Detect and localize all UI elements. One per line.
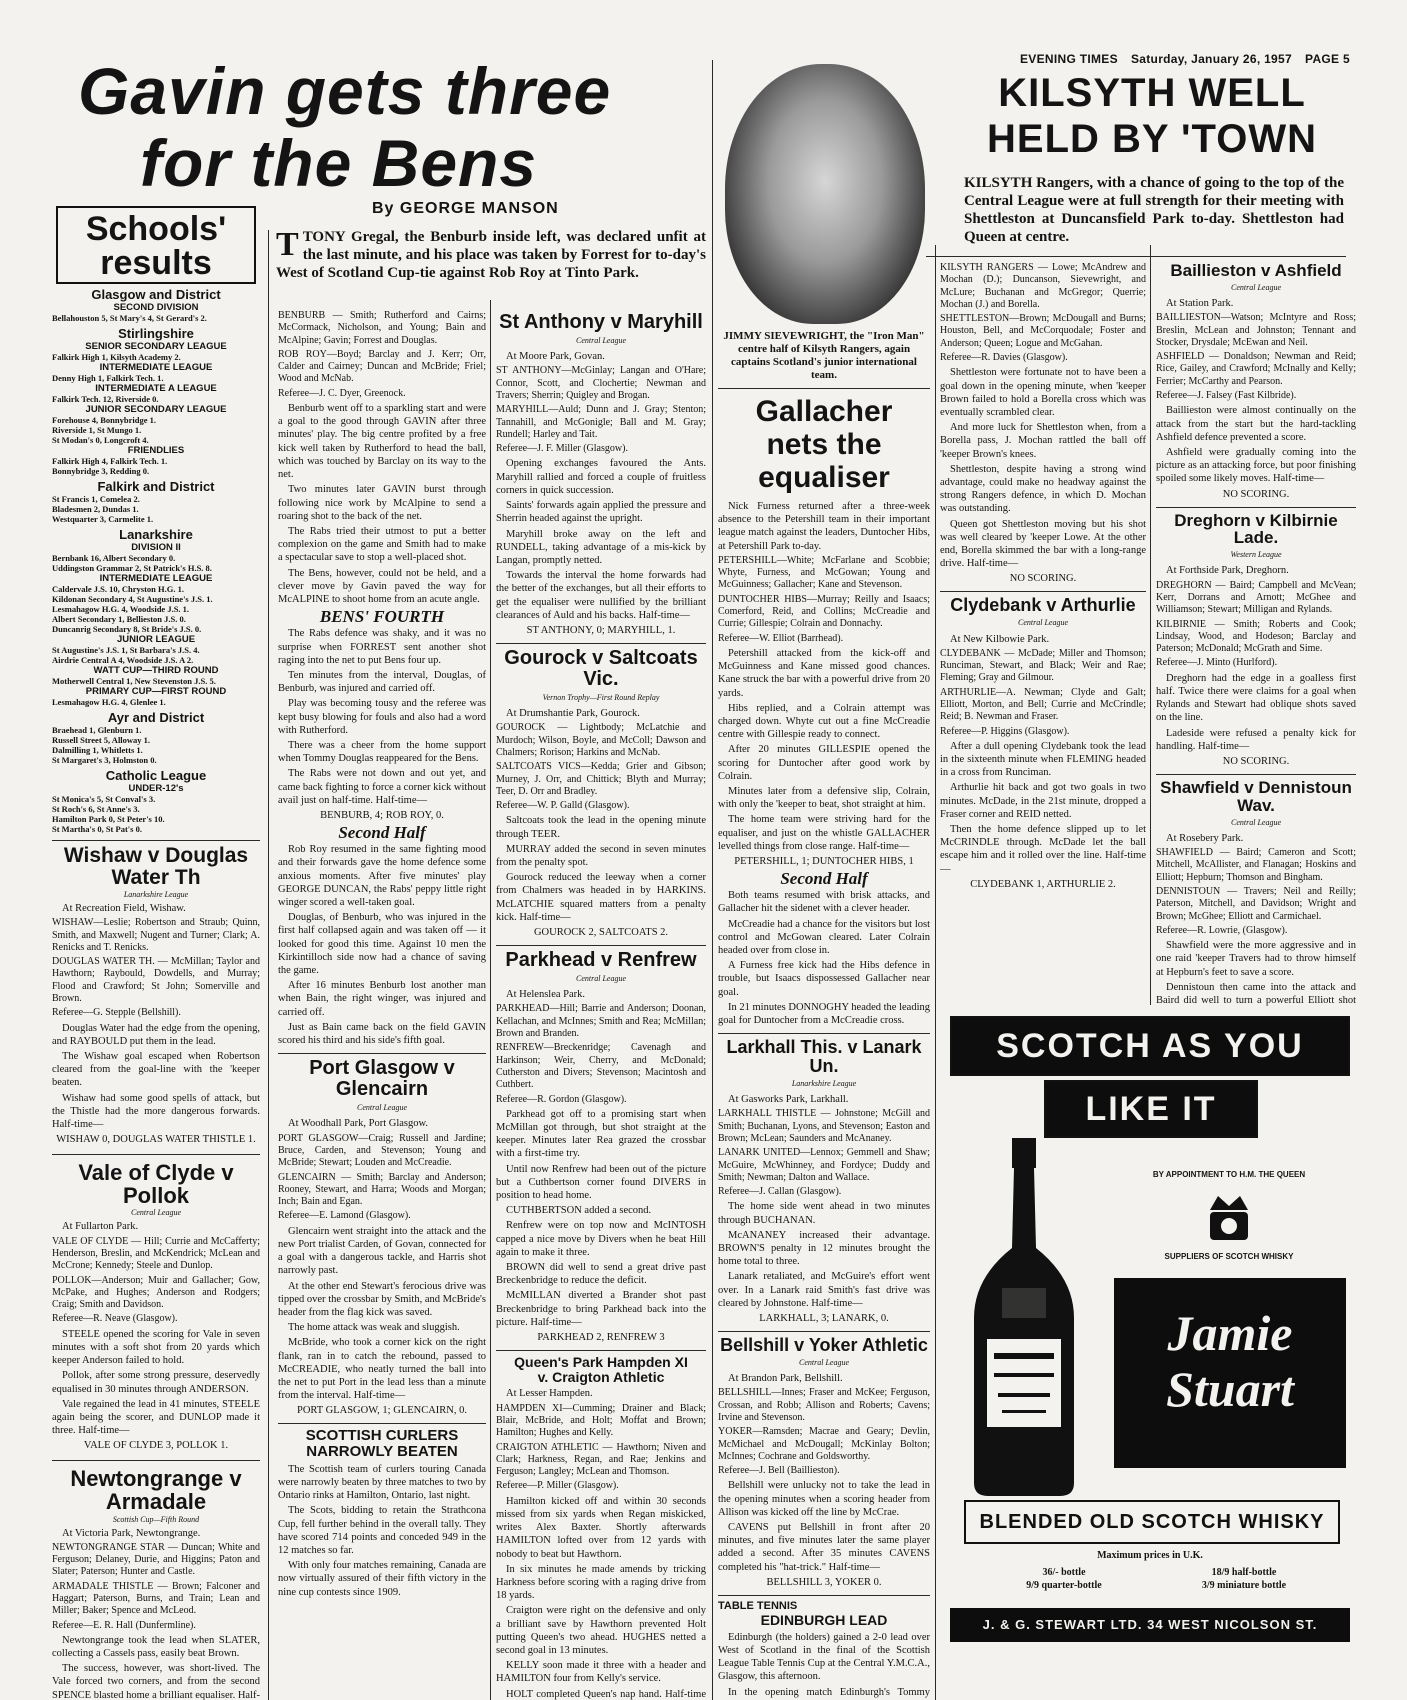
- larkhall-halftime: LARKHALL, 3; LANARK, 0.: [759, 1313, 889, 1325]
- school-division-heading: SECOND DIVISION: [113, 302, 199, 313]
- gourock-referee: Referee—W. P. Galld (Glasgow).: [496, 800, 630, 812]
- table-tennis-para-1: Edinburgh (the holders) gained a 2-0 lead over West of Scotland in the final of the Scottish League Table Tennis Cup at the Central Y.M.C.A., Glasgow, this afternoon.: [718, 1631, 930, 1683]
- newtongrange-team-2: ARMADALE THISTLE — Brown; Falconer and Haggart; Paterson, Burns, and Train; Lean and Miller; Baker; Spence and McLeod.: [52, 1580, 260, 1617]
- main-para-11: Douglas, of Benburb, who was injured in the first half collapsed again and was taken off — it looked for good this time. Against 10 men the Kirkintilloch side now had a chance of saving the game.: [278, 912, 486, 976]
- curlers-title-1: SCOTTISH CURLERS: [305, 1427, 459, 1445]
- main-para-12: After 16 minutes Benburb lost another man when Bain, the right winger, was injured and carried off.: [278, 980, 486, 1018]
- st-anthony-league: Central League: [576, 336, 626, 345]
- issue-date: Saturday, January 26, 1957: [1130, 52, 1292, 66]
- gourock-halftime: GOUROCK 2, SALTCOATS 2.: [533, 927, 669, 939]
- gourock-para-1: Saltcoats took the lead in the opening minute through TEER.: [496, 815, 706, 840]
- gourock-para-3: Gourock reduced the leeway when a corner from Chalmers was headed in by HARKINS. McLATCHIE squared matters from a penalty kick. Half-time—: [496, 872, 706, 923]
- gourock-team-1: GOUROCK — Lightbody; McLatchie and Murdoch; Wilson, Boyle, and McColl; Dawson and Chalmers; Rorison; Harkins and McNab.: [496, 722, 706, 758]
- wishaw-league: Lanarkshire League: [123, 890, 189, 900]
- queens-park-title-2: v. Craigton Athletic: [537, 1368, 665, 1385]
- advert-suppliers: SUPPLIERS OF SCOTCH WHISKY: [1164, 1252, 1294, 1261]
- newtongrange-venue: At Victoria Park, Newtongrange.: [62, 1527, 201, 1539]
- school-division-heading: INTERMEDIATE LEAGUE: [99, 573, 213, 584]
- main-headline-2: for the Bens: [140, 126, 538, 200]
- queens-park-para-3: Craigton were right on the defensive and only a brilliant save by Hawthorn prevented Holt putting Queen's two ahead. HUGHES netted a second goal in 13 minutes.: [496, 1605, 706, 1656]
- column-4: [718, 330, 930, 1700]
- baillieston-para-2: Ashfield were gradually coming into the picture as an attacking force, but poor finishing spoiled some likely moves. Half-time—: [1156, 446, 1356, 485]
- main-para-3: The Rabs tried their utmost to put a better complexion on the game and Smith had to make a spectacular save to stop a well-placed shot.: [278, 525, 486, 564]
- school-area-heading: Ayr and District: [107, 710, 205, 725]
- schools-title-2: results: [100, 244, 212, 282]
- table-tennis-kicker: TABLE TENNIS: [718, 1599, 798, 1612]
- wishaw-referee: Referee—G. Stepple (Bellshill).: [52, 1007, 181, 1019]
- gallacher-halftime: PETERSHILL, 1; DUNTOCHER HIBS, 1: [734, 855, 914, 867]
- school-division-heading: FRIENDLIES: [127, 445, 185, 456]
- newtongrange-league: Scottish Cup—Fifth Round: [112, 1514, 200, 1524]
- larkhall-para-2: McANANEY increased their advantage. BROWN'S penalty in 12 minutes brought the home total to three.: [718, 1229, 930, 1268]
- parkhead-league: Central League: [576, 974, 626, 984]
- drop-cap: T: [276, 228, 299, 263]
- shawfield-team-1: SHAWFIELD — Baird; Cameron and Scott; Mitchell, McAllister, and Flanagan; Hoskins and Elliott; Hepburn; Thomson and Bingham.: [1156, 847, 1356, 883]
- kilsyth-halftime: NO SCORING.: [1009, 573, 1077, 585]
- shawfield-referee: Referee—R. Lowrie, (Glasgow).: [1156, 924, 1288, 936]
- gallacher-title-1: Gallacher: [755, 395, 893, 428]
- vale-para-2: Pollok, after some strong pressure, deservedly equalised in 30 minutes through ANDERSON.: [52, 1370, 260, 1395]
- royal-crest-icon: [1202, 1190, 1256, 1244]
- vale-para-1: STEELE opened the scoring for Vale in seven minutes with a soft shot from 20 yards which keeper Anderson failed to hold.: [52, 1328, 260, 1367]
- advert-price-4: 3/9 miniature bottle: [1201, 1580, 1287, 1591]
- parkhead-venue: At Helenslea Park.: [506, 989, 586, 1001]
- school-result-line: Bladesmen 2, Dundas 1.: [52, 504, 139, 514]
- school-result-line: St Margaret's 3, Holmston 0.: [52, 755, 157, 765]
- curlers-para-2: The Scots, bidding to retain the Strathcona Cup, fell further behind in the overall tally. They have scored 714 points and conceded 949 in the 12 matches so far.: [278, 1505, 486, 1557]
- main-lead-text: TONY Gregal, the Benburb inside left, was declared unfit at the last minute, and his place was taken by Forrest for to-day's West of Scotland Cup-tie against Rob Roy at Tinto Park.: [276, 229, 706, 281]
- port-glasgow-title: Port Glasgow v Glencairn: [309, 1057, 455, 1101]
- gallacher-para-8: McCreadie had a chance for the visitors but lost control and McGowan cleared. Later Colrain headed over from close in.: [718, 918, 930, 956]
- gourock-para-2: MURRAY added the second in seven minutes from the penalty spot.: [496, 843, 706, 869]
- column-6: [1156, 262, 1356, 1007]
- column-2: [278, 310, 486, 1700]
- kilsyth-headline-1: KILSYTH WELL: [998, 71, 1306, 115]
- main-para-9: The Rabs were not down and out yet, and came back fighting to force a corner kick without avail just on half-time. Half-time—: [278, 768, 486, 806]
- main-para-8: There was a cheer from the home support when Tommy Douglas reappeared for the Bens.: [278, 739, 486, 765]
- school-result-line: Hamilton Park 0, St Peter's 10.: [52, 814, 165, 824]
- newtongrange-para-1: Newtongrange took the lead when SLATER, collecting a Cassels pass, easily beat Brown.: [52, 1634, 260, 1660]
- photo-caption: JIMMY SIEVEWRIGHT, the "Iron Man" centre half of Kilsyth Rangers, again captains Scotland's junior international team.: [723, 330, 925, 381]
- bellshill-league: Central League: [799, 1357, 849, 1367]
- curlers-para-3: With only four matches remaining, Canada are now virtually assured of their fifth victory in the nine cup contests since 1909.: [278, 1560, 486, 1598]
- parkhead-para-2: Until now Renfrew had been out of the picture but a Cuthbertson corner found DIVERS in position to head home.: [496, 1163, 706, 1202]
- school-area-heading: Falkirk and District: [97, 479, 215, 494]
- school-division-heading: UNDER-12's: [128, 783, 184, 794]
- vale-league: Central League: [131, 1208, 181, 1218]
- parkhead-team-1: PARKHEAD—Hill; Barrie and Anderson; Doonan, Kellachan, and McInnes; Smith and Rea; McMillan; Brown and Branden.: [496, 1003, 706, 1040]
- page-number: PAGE 5: [1305, 52, 1350, 66]
- gallacher-para-9: A Furness free kick had the Hibs defence in trouble, but Isaacs dispossessed Gallacher near goal.: [718, 960, 930, 998]
- st-anthony-para-1: Opening exchanges favoured the Ants. Maryhill rallied and forced a couple of fruitless corners in quick succession.: [496, 458, 706, 496]
- st-anthony-referee: Referee—J. F. Miller (Glasgow).: [496, 443, 628, 455]
- school-result-line: Uddingston Grammar 2, St Patrick's H.S. 8.: [52, 563, 212, 573]
- dreghorn-title: Dreghorn v Kilbirnie Lade.: [1174, 510, 1338, 548]
- school-result-line: Bellahouston 5, St Mary's 4, St Gerard's 2.: [52, 313, 207, 323]
- paper-name: EVENING TIMES: [1020, 52, 1118, 66]
- gourock-title: Gourock v Saltcoats Vic.: [504, 646, 698, 690]
- port-glasgow-venue: At Woodhall Park, Port Glasgow.: [288, 1118, 429, 1130]
- player-photo: [725, 64, 925, 324]
- advert-prices-title: Maximum prices in U.K.: [1097, 1550, 1203, 1561]
- school-result-line: Duncanrig Secondary 8, St Bride's J.S. 0.: [52, 624, 202, 634]
- queens-park-team-1: HAMPDEN XI—Cumming; Drainer and Black; Blair, McBride, and Holt; Moffat and Brown; Hamilton; Hughes and Kelly.: [496, 1402, 706, 1439]
- queens-park-title-1: Queen's Park Hampden XI: [514, 1354, 688, 1371]
- vale-venue: At Fullarton Park.: [62, 1221, 139, 1233]
- second-half-subhead: Second Half: [338, 822, 426, 842]
- kilsyth-para-1: Shettleston were fortunate not to have been a goal down in the opening minute, when 'keeper Brown failed to hold a Borella cross which was eventually scrambled clear.: [940, 367, 1146, 418]
- column-1: [52, 206, 260, 1700]
- vale-title: Vale of Clyde v Pollok: [78, 1160, 234, 1209]
- baillieston-para-1: Baillieston were almost continually on the attack from the start but the hard-tackling Ashfield defence prevented a score.: [1156, 405, 1356, 443]
- table-tennis-title: EDINBURGH LEAD: [760, 1612, 888, 1629]
- parkhead-title: Parkhead v Renfrew: [505, 949, 697, 972]
- school-division-heading: INTERMEDIATE LEAGUE: [99, 362, 213, 373]
- dreghorn-para-2: Ladeside were refused a penalty kick for handling. Half-time—: [1156, 727, 1356, 752]
- gourock-venue: At Drumshantie Park, Gourock.: [506, 708, 640, 720]
- school-area-heading: Lanarkshire: [119, 527, 193, 542]
- main-para-4: The Bens, however, could not be held, and a clever move by Gavin paved the way for McALPINE to shoot home from an acute angle.: [278, 567, 486, 605]
- newtongrange-title: Newtongrange v Armadale: [70, 1466, 242, 1515]
- school-result-line: Falkirk High 4, Falkirk Tech. 1.: [52, 456, 168, 466]
- clydebank-title: Clydebank v Arthurlie: [950, 595, 1136, 616]
- larkhall-para-1: The home side went ahead in two minutes through BUCHANAN.: [718, 1201, 930, 1226]
- st-anthony-team-1: ST ANTHONY—McGinlay; Langan and O'Hare; Connor, Scott, and Clochertie; Newman and Travers; Sherrin; Quigley and Brogan.: [496, 365, 706, 401]
- port-glasgow-para-3: The home attack was weak and sluggish.: [288, 1322, 460, 1334]
- schools-title-1: Schools': [85, 210, 227, 248]
- shawfield-para-1: Shawfield were the more aggressive and in one raid 'keeper Travers had to throw himself at Hepburn's feet to save a score.: [1156, 940, 1356, 978]
- school-result-line: St Modan's 0, Longcroft 4.: [52, 435, 149, 445]
- parkhead-para-5: BROWN did well to send a great drive past Breckenbridge to reduce the deficit.: [496, 1262, 706, 1287]
- wishaw-title: Wishaw v Douglas Water Th: [63, 844, 249, 890]
- school-area-heading: Glasgow and District: [91, 287, 221, 302]
- shawfield-para-2: Dennistoun then came into the attack and Baird did well to turn a powerful Elliott shot: [1156, 981, 1356, 1006]
- school-division-heading: DIVISION II: [131, 542, 181, 553]
- school-result-line: Denny High 1, Falkirk Tech. 1.: [52, 373, 164, 383]
- baillieston-title: Baillieston v Ashfield: [1170, 262, 1342, 280]
- vale-para-3: Vale regained the lead in 41 minutes, STEELE again being the scorer, and DUNLOP made it three. Half-time—: [52, 1398, 260, 1437]
- port-glasgow-referee: Referee—E. Lamond (Glasgow).: [278, 1210, 411, 1222]
- wishaw-para-2: The Wishaw goal escaped when Robertson cleared from the goal-line with the 'keeper beaten.: [52, 1051, 260, 1089]
- gallacher-para-5: Minutes later from a defensive slip, Colrain, with only the 'keeper to beat, shot straight at him.: [718, 785, 930, 811]
- clydebank-league: Central League: [1018, 618, 1068, 628]
- main-para-10: Rob Roy resumed in the same fighting mood and their forwards gave the home defence some anxious moments. After five minutes' play GEORGE DUNCAN, the Rabs' peppy little right winger scored a well-taken goal.: [278, 844, 486, 908]
- shawfield-title: Shawfield v Dennistoun Wav.: [1160, 777, 1352, 815]
- vale-team-2: POLLOK—Anderson; Muir and Gallacher; Gow, McPake, and Hughes; Anderson and Rodgers; Craig; Smith and Davidson.: [52, 1274, 260, 1311]
- wishaw-para-1: Douglas Water had the edge from the opening, and RAYBOULD put them in the lead.: [52, 1022, 260, 1047]
- bellshill-para-1: Bellshill were unlucky not to take the lead in the opening minutes when a scoring header from Allison was kicked off the line by McCrae.: [718, 1480, 930, 1518]
- gallacher-title-2: nets the: [766, 428, 882, 461]
- baillieston-venue: At Station Park.: [1166, 298, 1234, 310]
- school-result-line: Braehead 1, Glenburn 1.: [52, 725, 142, 735]
- main-para-6: Ten minutes from the interval, Douglas, of Benburb, was injured and carried off.: [278, 669, 486, 695]
- larkhall-team-2: LANARK UNITED—Lennox; Gemmell and Shaw; McGuire, McWhinney, and Fordyce; Duddy and Smith; Newman; Dalton and Wallace.: [718, 1147, 930, 1183]
- larkhall-para-3: Lanark retaliated, and McGuire's effort went over. In a Lanark raid Smith's fast drive was cleared by Johnstone. Half-time—: [718, 1271, 930, 1309]
- clydebank-venue: At New Kilbowie Park.: [950, 633, 1050, 645]
- larkhall-team-1: LARKHALL THISTLE — Johnstone; McGill and Smith; Buchanan, Lyons, and Stevenson; Easton and Brown; McLean; Saunders and McAnaney.: [718, 1108, 930, 1144]
- robroy-team: ROB ROY—Boyd; Barclay and J. Kerr; Orr, Calder and Cairney; Duncan and McBride; Friel; Wood and McNab.: [278, 348, 486, 385]
- kilsyth-lead: KILSYTH Rangers, with a chance of going to the top of the Central League were at full strength for their meeting with Shettleston at Duncansfield Park to-day. Shettleston had Queen at centre.: [964, 175, 1345, 245]
- school-result-line: Riverside 1, St Mungo 1.: [52, 425, 142, 435]
- baillieston-referee: Referee—J. Falsey (Fast Kilbride).: [1156, 390, 1297, 402]
- clydebank-para-3: Then the home defence slipped up to let McCRINDLE through. McDade let the ball escape him and it rolled over the line. Half-time—: [940, 824, 1146, 875]
- school-result-line: Falkirk Tech. 12, Riverside 0.: [52, 394, 159, 404]
- wishaw-team-2: DOUGLAS WATER TH. — McMillan; Taylor and Hawthorn; Raybould, Dowdells, and Murray; Flood and Crawford; St John; Somerville and Brown.: [52, 956, 260, 1005]
- newtongrange-team-1: NEWTONGRANGE STAR — Duncan; White and Ferguson; Delaney, Durie, and Higgins; Paton and Slater; Paterson; Hunter and Castle.: [52, 1541, 260, 1578]
- school-result-line: Lesmahagow H.G. 4, Woodside J.S. 1.: [52, 604, 190, 614]
- parkhead-para-1: Parkhead got off to a promising start when McMillan got through, but shot straight at the keeper. Minutes later Rea grazed the crossbar with a first-time try.: [496, 1108, 706, 1160]
- port-glasgow-team-2: GLENCAIRN — Smith; Barclay and Anderson; Rooney, Stewart, and Harra; Woods and Morgan; Inch; Bain and Egan.: [278, 1171, 486, 1208]
- advert-price-2: 18/9 half-bottle: [1211, 1567, 1277, 1578]
- clydebank-para-2: Arthurlie hit back and got two goals in two minutes. McDade, in the 21st minute, dropped a Fraser corner and REID netted.: [940, 782, 1146, 820]
- school-result-line: Caldervale J.S. 10, Chryston H.G. 1.: [52, 584, 184, 594]
- curlers-para-1: The Scottish team of curlers touring Canada were narrowly beaten by three matches to two by Ontario rinks at Hamilton, Ontario, last night.: [278, 1463, 486, 1502]
- baillieston-league: Central League: [1231, 282, 1281, 292]
- school-result-line: Kildonan Secondary 4, St Augustine's J.S. 1.: [52, 594, 213, 604]
- kilsyth-para-4: Queen got Shettleston moving but his shot was well cleared by 'keeper Lowe. At the other end, Borella skimmed the bar with a long-range drive. Half-time—: [940, 518, 1146, 570]
- wishaw-para-3: Wishaw had some good spells of attack, but the Thistle had the more dangerous forwards. Half-time—: [52, 1092, 260, 1131]
- port-glasgow-team-1: PORT GLASGOW—Craig; Russell and Jardine; Bruce, Carden, and Stevenson; Young and McBride; Stewart; Louden and McCreadie.: [278, 1132, 486, 1169]
- shawfield-league: Central League: [1231, 817, 1281, 827]
- bellshill-team-2: YOKER—Ramsden; Macrae and Geary; Devlin, McMichael and McDougall; McKinlay Bolton; McInnes; Cochrane and Goldsworthy.: [718, 1426, 930, 1462]
- vale-team-1: VALE OF CLYDE — Hill; Currie and McCafferty; Henderson, Breslin, and McKendrick; McLean and McCrone; Kennedy; Steele and Dunlop.: [52, 1235, 260, 1272]
- parkhead-para-6: McMILLAN diverted a Brander shot past Breckenbridge to bring Parkhead back into the picture. Half-time—: [496, 1290, 706, 1328]
- kilsyth-team-2: SHETTLESTON—Brown; McDougall and Burns; Houston, Bell, and McCorquodale; Foster and Anderson; Queen; Logue and McGahan.: [940, 313, 1146, 349]
- larkhall-league: Lanarkshire League: [791, 1078, 857, 1088]
- advert-appointment: BY APPOINTMENT TO H.M. THE QUEEN: [1152, 1170, 1306, 1179]
- school-result-line: Airdrie Central A 4, Woodside J.S. A 2.: [52, 655, 194, 665]
- school-result-line: St Roch's 6, St Anne's 3.: [52, 804, 140, 814]
- gallacher-para-6: The home team were striving hard for the equaliser, and just on the whistle GALLACHER levelled things from close range. Half-time—: [718, 814, 930, 852]
- advert-line-1: SCOTCH AS YOU: [950, 1016, 1350, 1076]
- main-para-5: The Rabs defence was shaky, and it was no surprise when FORREST sent another shot raging into the net to put Bens four up.: [278, 628, 486, 666]
- gourock-league: Vernon Trophy—First Round Replay: [542, 692, 660, 702]
- school-division-heading: PRIMARY CUP—FIRST ROUND: [85, 686, 227, 697]
- school-result-line: Bernbank 16, Albert Secondary 0.: [52, 553, 176, 563]
- gallacher-para-2: Petershill attacked from the kick-off and McGuinness and Kane missed good chances. Kane struck the bar with a powerful drive from 20 yards.: [718, 647, 930, 699]
- gallacher-referee: Referee—W. Elliot (Barrhead).: [718, 632, 844, 644]
- queens-park-para-5: HOLT completed Queen's nap hand. Half-time: [506, 1688, 706, 1700]
- main-para-1: Benburb went off to a sparkling start and were a goal to the good through GAVIN after three minutes' play. The big centre profited by a free kick well taken by Rutherford to head the ball, which was touched by Barclay on its way to the net.: [278, 403, 486, 481]
- table-tennis-para-2: In the opening match Edinburgh's Tommy: [728, 1686, 930, 1698]
- bellshill-halftime: BELLSHILL 3, YOKER 0.: [766, 1576, 882, 1588]
- advert-price-grid: [974, 1566, 1334, 1592]
- queens-park-para-1: Hamilton kicked off and within 30 seconds missed from six yards when Regan miskicked, writes Alex Baxter. Shortly afterwards HAMILTON lofted over from 12 yards with nobody to beat but Hawthorn.: [496, 1495, 706, 1560]
- schools-box: [56, 206, 256, 284]
- port-glasgow-para-2: At the other end Stewart's ferocious drive was tipped over the crossbar by Smith, and McBride's header from the flag kick was saved.: [278, 1280, 486, 1318]
- shawfield-team-2: DENNISTOUN — Travers; Neil and Reilly; Paterson, Mitchell, and Davidson; Wright and Brown; McGhee; Elliott and Carmichael.: [1156, 885, 1356, 922]
- advert-brand-2: Stuart: [1166, 1361, 1294, 1417]
- gallacher-team-2: DUNTOCHER HIBS—Murray; Reilly and Isaacs; Comerford, Reid, and Collins; McCreadie and Currie; Gillespie; Colrain and Donnachy.: [718, 593, 930, 630]
- dreghorn-venue: At Forthside Park, Dreghorn.: [1166, 565, 1289, 577]
- shawfield-venue: At Rosebery Park.: [1166, 832, 1244, 844]
- port-glasgow-para-1: Glencairn went straight into the attack and the new Port trialist Carden, of Govan, connected for a goal with a dangerous tackle, and Harris shot narrowly past.: [278, 1225, 486, 1277]
- queens-park-para-2: In six minutes he made amends by tricking Harkness before scoring with a raging drive from 18 yards.: [496, 1563, 706, 1602]
- curlers-title-2: NARROWLY BEATEN: [306, 1443, 458, 1461]
- st-anthony-team-2: MARYHILL—Auld; Dunn and J. Gray; Stenton; Tannahill, and McGonigle; Ball and M. Gray; Rundell; Harley and Tait.: [496, 404, 706, 440]
- queens-park-referee: Referee—P. Miller (Glasgow).: [496, 1480, 619, 1492]
- larkhall-title: Larkhall This. v Lanark Un.: [726, 1037, 922, 1077]
- gallacher-second-half: Second Half: [780, 868, 868, 888]
- clydebank-halftime: CLYDEBANK 1, ARTHURLIE 2.: [970, 878, 1116, 890]
- school-result-line: Albert Secondary 1, Bellieston J.S. 0.: [52, 614, 186, 624]
- main-referee: Referee—J. C. Dyer, Greenock.: [278, 387, 406, 399]
- school-result-line: Motherwell Central 1, New Stevenston J.S. 5.: [52, 676, 216, 686]
- column-3: [496, 312, 706, 1700]
- main-headline-1: Gavin gets three: [78, 54, 612, 128]
- st-anthony-title: St Anthony v Maryhill: [499, 312, 703, 333]
- kilsyth-para-3: Shettleston, despite having a strong wind advantage, could make no headway against the strong Rangers defence, in which D. Mochan was outstanding.: [940, 463, 1146, 515]
- gallacher-para-10: In 21 minutes DONNOGHY headed the leading goal for Duntocher from a McCreadie cross.: [718, 1001, 930, 1026]
- newtongrange-para-2: The success, however, was short-lived. The Vale forced two corners, and from the second SPENCE blasted home a brilliant equaliser. Half-: [52, 1663, 260, 1700]
- kilsyth-headline-2: HELD BY 'TOWN: [987, 117, 1317, 161]
- advert-line-2: LIKE IT: [1044, 1080, 1258, 1138]
- byline: By GEORGE MANSON: [372, 200, 559, 217]
- queens-park-venue: At Lesser Hampden.: [506, 1388, 593, 1400]
- parkhead-team-2: RENFREW—Breckenridge; Cavenagh and Harkinson; Weir, Cherry, and McDonald; Cutherston and Divers; Stevenson; Macintosh and Cuthbert.: [496, 1042, 706, 1091]
- gallacher-para-1: Nick Furness returned after a three-week absence to the Petershill team in their important league match against the leaders, Duntocher Hibs, at Petershill Park to-day.: [718, 501, 930, 552]
- gallacher-team-1: PETERSHILL—White; McFarlane and Scobbie; Whyte, Furness, and McGowan; Young and McGuinness; Gallacher; Kane and Stevenson.: [718, 554, 930, 591]
- parkhead-referee: Referee—R. Gordon (Glasgow).: [496, 1093, 627, 1105]
- benburb-team: BENBURB — Smith; Rutherford and Cairns; McCormack, Nicholson, and Young; Bain and McAlpine; Gavin; Forrest and Douglas.: [278, 310, 486, 346]
- wishaw-venue: At Recreation Field, Wishaw.: [62, 903, 186, 915]
- main-halftime: BENBURB, 4; ROB ROY, 0.: [320, 809, 444, 821]
- jamie-stuart-label: [1114, 1278, 1346, 1468]
- gallacher-para-4: After 20 minutes GILLESPIE opened the scoring for Duntocher after good work by Colrain.: [718, 744, 930, 782]
- baillieston-team-1: BAILLIESTON—Watson; McIntyre and Ross; Breslin, McLean and Johnston; Tennant and Stocker, Drysdale; McEwan and Neil.: [1156, 312, 1356, 348]
- clydebank-referee: Referee—P. Higgins (Glasgow).: [940, 725, 1070, 737]
- advert-footer: J. & G. STEWART LTD. 34 WEST NICOLSON ST. EDINBURGH: [950, 1608, 1350, 1642]
- whisky-advert: [944, 1010, 1356, 1700]
- gallacher-para-3: Hibs replied, and a Colrain attempt was charged down. Whyte cut out a fine McCreadie centre with Gillespie ready to connect.: [718, 702, 930, 741]
- bellshill-team-1: BELLSHILL—Innes; Fraser and McKee; Ferguson, Crossan, and Robb; Allison and Roberts; Cavens; Irvine and Stevenson.: [718, 1387, 930, 1423]
- advert-price-1: 36/- bottle: [1042, 1567, 1086, 1578]
- bellshill-para-2: CAVENS put Bellshill in front after 20 minutes, and five minutes later the same player added a second. After 35 minutes CAVENS completed his "hat-trick." Half-time—: [718, 1522, 930, 1573]
- kilsyth-referee: Referee—R. Davies (Glasgow).: [940, 352, 1068, 364]
- parkhead-para-4: Renfrew were on top now and McINTOSH capped a nice move by Divers when he beat Hill again to make it three.: [496, 1220, 706, 1258]
- masthead: [1020, 52, 1350, 66]
- bellshill-title: Bellshill v Yoker Athletic: [720, 1335, 928, 1356]
- st-anthony-halftime: ST ANTHONY, 0; MARYHILL, 1.: [526, 624, 676, 636]
- wishaw-halftime: WISHAW 0, DOUGLAS WATER THISTLE 1.: [56, 1134, 256, 1146]
- school-division-heading: JUNIOR LEAGUE: [116, 634, 196, 645]
- bellshill-venue: At Brandon Park, Bellshill.: [728, 1373, 843, 1385]
- school-division-heading: WATT CUP—THIRD ROUND: [93, 665, 219, 676]
- schools-results: [52, 287, 260, 834]
- main-para-2: Two minutes later GAVIN burst through following nice work by McAlpine to send a roaring shot to the back of the net.: [278, 484, 486, 522]
- st-anthony-para-3: Maryhill broke away on the left and RUNDELL, taking advantage of a mis-kick by Langan, promptly netted.: [496, 528, 706, 566]
- school-result-line: St Augustine's J.S. 1, St Barbara's J.S. 4.: [52, 645, 200, 655]
- school-result-line: St Francis 1, Comelea 2.: [52, 494, 140, 504]
- school-result-line: Lesmahagow H.G. 4, Glenlee 1.: [52, 697, 166, 707]
- advert-price-3: 9/9 quarter-bottle: [1026, 1580, 1102, 1591]
- vale-referee: Referee—R. Neave (Glasgow).: [52, 1313, 178, 1325]
- baillieston-team-2: ASHFIELD — Donaldson; Newman and Reid; Rice, Gailey, and Crawford; McInally and Kelly; Ferrier; McCarthy and Pearson.: [1156, 351, 1356, 387]
- gourock-team-2: SALTCOATS VICS—Kedda; Grier and Gibson; Murney, J. Orr, and Chittick; Blyth and Murray; Teer, D. Orr and Bradley.: [496, 761, 706, 797]
- queens-park-para-4: KELLY soon made it three with a header and HAMILTON four from Kelly's service.: [496, 1660, 706, 1685]
- parkhead-halftime: PARKHEAD 2, RENFREW 3: [537, 1332, 665, 1344]
- school-division-heading: INTERMEDIATE A LEAGUE: [95, 383, 217, 394]
- kilsyth-team-1: KILSYTH RANGERS — Lowe; McAndrew and Mochan (D.); Duncanson, Sievewright, and McLure; Buchanan and McGregor; Querrie; Mochan (J.) and Borella.: [940, 262, 1146, 310]
- dreghorn-halftime: NO SCORING.: [1222, 755, 1290, 767]
- vale-halftime: VALE OF CLYDE 3, POLLOK 1.: [83, 1440, 229, 1452]
- newtongrange-referee: Referee—E. R. Hall (Dunfermline).: [52, 1619, 196, 1631]
- whisky-bottle-icon: [964, 1138, 1084, 1498]
- dreghorn-para-1: Dreghorn had the edge in a goalless first half. Twice there were claims for a goal when Rylands and Stewart had oblique shots saved on the line.: [1156, 672, 1356, 724]
- st-anthony-para-4: Towards the interval the home forwards had the better of the exchanges, but all their efforts to get the equaliser were nullified by the brilliant clearances of Auld and his backs. Half-time—: [496, 570, 706, 621]
- school-result-line: Dalmilling 1, Whitletts 1.: [52, 745, 143, 755]
- gallacher-para-7: Both teams resumed with brisk attacks, and Gallacher hit the sidenet with a clever header.: [718, 890, 930, 915]
- bellshill-referee: Referee—J. Bell (Baillieston).: [718, 1465, 840, 1477]
- main-para-7: Play was becoming tousy and the referee was kept busy blowing for fouls and also had a word with Rutherford.: [278, 698, 486, 736]
- school-area-heading: Stirlingshire: [118, 326, 194, 341]
- parkhead-para-3: CUTHBERTSON added a second.: [506, 1205, 652, 1217]
- main-para-13: Just as Bain came back on the field GAVIN scored his third and his side's fifth goal.: [278, 1021, 486, 1047]
- dreghorn-team-1: DREGHORN — Baird; Campbell and McVean; Kerr, Dorrans and Arnott; McGhee and Williamson; Stewart; Milligan and Rylands.: [1156, 579, 1356, 616]
- dreghorn-league: Western League: [1230, 550, 1282, 560]
- clydebank-team-1: CLYDEBANK — McDade; Miller and Thomson; Runciman, Stewart, and Black; Weir and Rae; Fleming; Gray and Gilmour.: [940, 647, 1146, 684]
- port-glasgow-halftime: PORT GLASGOW, 1; GLENCAIRN, 0.: [296, 1405, 467, 1417]
- clydebank-team-2: ARTHURLIE—A. Newman; Clyde and Galt; Elliott, Morton, and Bell; Currie and McCrindle; Reid; B. Newman and Fraser.: [940, 686, 1146, 723]
- larkhall-venue: At Gasworks Park, Larkhall.: [728, 1094, 849, 1106]
- school-area-heading: Catholic League: [105, 768, 207, 783]
- queens-park-team-2: CRAIGTON ATHLETIC — Hawthorn; Niven and Clark; Harkness, Regan, and Rae; Jenkins and Ferguson; Langley; McLean and Thomson.: [496, 1441, 706, 1478]
- clydebank-para-1: After a dull opening Clydebank took the lead in the sixteenth minute when FLEMING headed in a cross from Runciman.: [940, 740, 1146, 779]
- advert-blended: BLENDED OLD SCOTCH WHISKY: [964, 1500, 1340, 1544]
- school-result-line: Bonnybridge 3, Redding 0.: [52, 466, 150, 476]
- dreghorn-referee: Referee—J. Minto (Hurlford).: [1156, 657, 1278, 669]
- school-result-line: Russell Street 5, Alloway 1.: [52, 735, 151, 745]
- dreghorn-team-2: KILBIRNIE — Smith; Roberts and Cook; Lindsay, Wood, and Hodeson; Barclay and Paterson; McDonald; McGrath and Sime.: [1156, 618, 1356, 655]
- st-anthony-venue: At Moore Park, Govan.: [506, 351, 605, 363]
- gallacher-title-3: equaliser: [758, 461, 890, 494]
- school-result-line: St Martha's 0, St Pat's 0.: [52, 824, 142, 834]
- kilsyth-para-2: And more luck for Shettleston when, from a Borella pass, J. Mochan rattled the ball off 'keeper Brown's knees.: [940, 422, 1146, 460]
- baillieston-halftime: NO SCORING.: [1222, 488, 1290, 500]
- school-result-line: Forehouse 4, Bonnybridge 1.: [52, 415, 156, 425]
- larkhall-referee: Referee—J. Callan (Glasgow).: [718, 1186, 842, 1198]
- school-result-line: Falkirk High 1, Kilsyth Academy 2.: [52, 352, 181, 362]
- advert-brand-1: Jamie: [1167, 1305, 1293, 1361]
- fourth-subhead: BENS' FOURTH: [319, 607, 445, 627]
- school-result-line: Westquarter 3, Carmelite 1.: [52, 514, 154, 524]
- column-5: [940, 262, 1146, 1022]
- wishaw-team-1: WISHAW—Leslie; Robertson and Straub; Quinn, Smith, and Maxwell; Nugent and Turner; Clark; A. Renicks and T. Renicks.: [52, 917, 260, 953]
- port-glasgow-para-4: McBride, who took a corner kick on the right flank, ran in to catch the rebound, passed to McCREADIE, who neatly turned the ball into the net to put Port in the lead less than a minute from the interval. Half-time—: [278, 1337, 486, 1402]
- school-result-line: St Monica's 5, St Conval's 3.: [52, 794, 156, 804]
- school-division-heading: JUNIOR SECONDARY LEAGUE: [85, 404, 227, 415]
- school-division-heading: SENIOR SECONDARY LEAGUE: [85, 341, 227, 352]
- port-glasgow-league: Central League: [357, 1103, 407, 1113]
- main-lead: [276, 228, 706, 310]
- st-anthony-para-2: Saints' forwards again applied the pressure and Sherrin headed against the upright.: [496, 500, 706, 525]
